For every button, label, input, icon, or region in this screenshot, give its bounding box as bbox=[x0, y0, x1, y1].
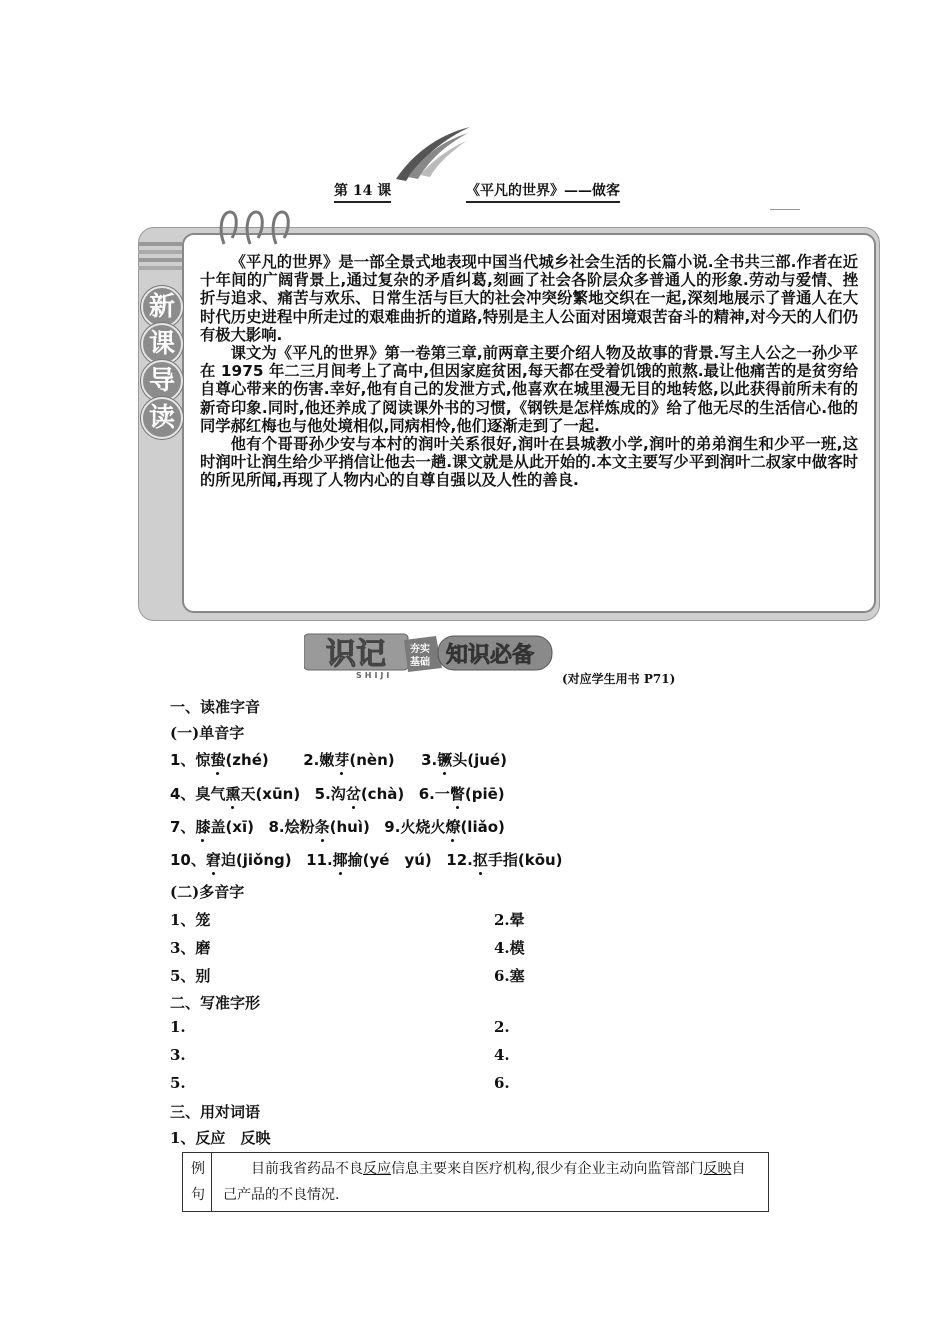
side-label-char: 新 bbox=[141, 286, 183, 328]
multi-tone-item: 1、笼 bbox=[170, 911, 211, 929]
spiral-binding-icon bbox=[214, 208, 294, 248]
banner-title-left: 识记 bbox=[326, 637, 386, 672]
side-label-char: 读 bbox=[141, 397, 183, 439]
single-tone-row: 1、惊蛰(zhé) 2.嫩芽(nèn) 3.镢头(jué) bbox=[170, 751, 507, 769]
multi-tone-item: 6.塞 bbox=[494, 967, 525, 985]
underlined-word: 反映 bbox=[703, 1161, 732, 1177]
writing-item: 1. bbox=[170, 1018, 186, 1036]
banner-title-mid-bottom: 基础 bbox=[410, 657, 430, 668]
intro-paragraph: 《平凡的世界》是一部全景式地表现中国当代城乡社会生活的长篇小说.全书共三部.作者在近十年间的广阔背景上,通过复杂的矛盾纠葛,刻画了社会各阶层众多普通人的形象.劳动与爱情、挫折与追求、痛苦与欢乐、日常生活与巨大的社会冲突纷繁地交织在一起,深刻地展示了普通人在大时代历史进程中所走过的艰难曲折的道路,特别是主人公面对困境艰苦奋斗的精神,对今天的人们仍有极大影响. bbox=[200, 253, 858, 344]
writing-item: 6. bbox=[494, 1074, 510, 1092]
writing-heading: 二、写准字形 bbox=[170, 994, 261, 1012]
banner-title-mid-top: 夯实 bbox=[410, 644, 430, 655]
multi-tone-item: 5、别 bbox=[170, 967, 211, 985]
lesson-title: 《平凡的世界》——做客 bbox=[466, 180, 620, 203]
lesson-number: 第 14 课 bbox=[334, 180, 391, 203]
multi-tone-item: 4.模 bbox=[494, 939, 525, 957]
intro-paragraph: 课文为《平凡的世界》第一卷第三章,前两章主要介绍人物及故事的背景.写主人公之一孙少平在 1975 年二三月间考上了高中,但因家庭贫困,每天都在受着饥饿的煎熬.最让他痛苦的是贫穷给自尊心带来的伤害.幸好,他有自己的发泄方式,他喜欢在城里漫无目的地转悠,以此获得前所未有的新奇印象.同时,他还养成了阅读课外书的习惯,《钢铁是怎样炼成的》给了他无尽的生活信心.他的同学郝红梅也与他处境相似,同病相怜,他们逐渐走到了一起. bbox=[200, 344, 858, 435]
single-tone-heading: (一)单音字 bbox=[170, 724, 245, 742]
single-tone-row: 4、臭气熏天(xūn) 5.沟岔(chà) 6.一瞥(piē) bbox=[170, 785, 505, 803]
side-label-char: 课 bbox=[141, 323, 183, 365]
underlined-word: 反应 bbox=[363, 1161, 391, 1177]
writing-item: 3. bbox=[170, 1046, 186, 1064]
section-banner bbox=[304, 632, 554, 678]
writing-item: 5. bbox=[170, 1074, 186, 1092]
example-sentence: 目前我省药品不良反应信息主要来自医疗机构,很少有企业主动向监管部门反映自己产品的不良情况. bbox=[223, 1161, 746, 1203]
intro-paragraph: 他有个哥哥孙少安与本村的润叶关系很好,润叶在县城教小学,润叶的弟弟润生和少平一班,这时润叶让润生给少平捎信让他去一趟.课文就是从此开始的.本文主要写少平到润叶二叔家中做客时的所见所闻,再现了人物内心的自尊自强以及人性的善良. bbox=[200, 435, 858, 490]
banner-title-right: 知识必备 bbox=[446, 643, 535, 668]
swoosh-decoration-icon bbox=[392, 125, 472, 183]
writing-item: 4. bbox=[494, 1046, 510, 1064]
multi-tone-item: 2.晕 bbox=[494, 911, 525, 929]
multi-tone-heading: (二)多音字 bbox=[170, 883, 245, 901]
example-label-cell bbox=[183, 1153, 212, 1211]
pronunciation-heading: 一、读准字音 bbox=[170, 698, 261, 716]
words-heading: 三、用对词语 bbox=[170, 1103, 261, 1121]
panel-stripes-decoration bbox=[138, 240, 182, 278]
multi-tone-item: 3、磨 bbox=[170, 939, 211, 957]
banner-subtitle: SHIJI bbox=[356, 671, 393, 680]
single-tone-row: 10、窘迫(jiǒng) 11.揶揄(yé yú) 12.抠手指(kōu) bbox=[170, 851, 563, 869]
example-table bbox=[182, 1152, 769, 1212]
reference-note: (对应学生用书 P71) bbox=[562, 672, 676, 686]
example-label: 例句 bbox=[191, 1161, 205, 1203]
single-tone-row: 7、膝盖(xī) 8.烩粉条(huì) 9.火烧火燎(liǎo) bbox=[170, 818, 505, 836]
header-rule bbox=[770, 209, 800, 210]
side-label-char: 导 bbox=[141, 360, 183, 402]
word-pair: 1、反应 反映 bbox=[170, 1129, 271, 1147]
writing-item: 2. bbox=[494, 1018, 510, 1036]
lesson-header bbox=[334, 180, 654, 202]
intro-text bbox=[200, 253, 858, 490]
